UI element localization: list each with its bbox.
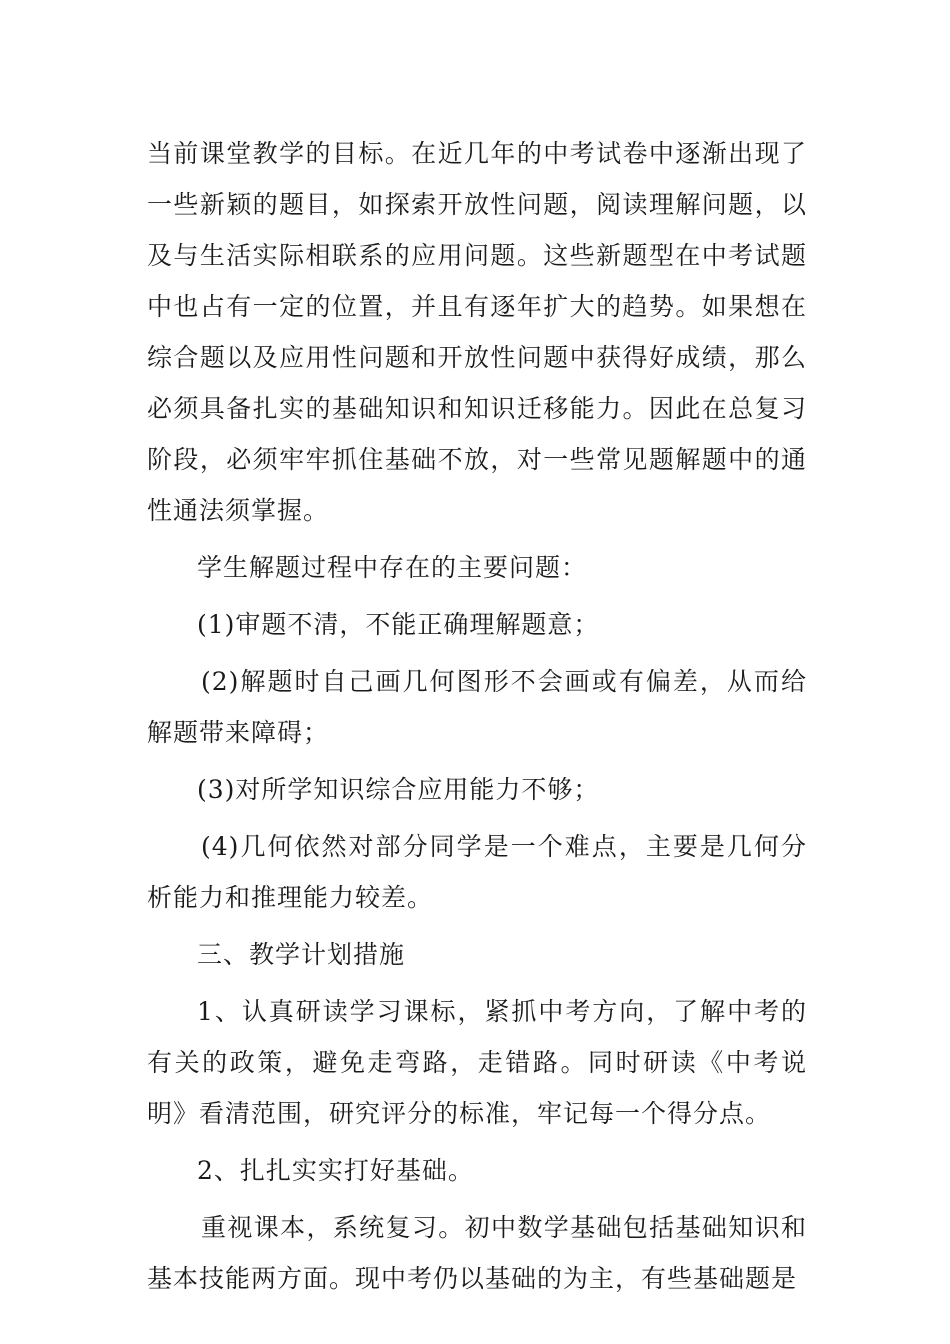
section-heading-measures: 三、教学计划措施 [197,940,406,969]
paragraph-measure-2: 2、扎扎实实打好基础。 [197,1156,474,1185]
paragraph-problem-2: (2)解题时自己画几何图形不会画或有偏差，从而给解题带来障碍； [147,667,807,747]
paragraph-measure-1: 1、认真研读学习课标，紧抓中考方向，了解中考的有关的政策，避免走弯路，走错路。同时研读《中考说明》看清范围，研究评分的标准，牢记每一个得分点。 [147,997,807,1128]
paragraph-continuation: 当前课堂教学的目标。在近几年的中考试卷中逐渐出现了一些新颖的题目，如探索开放性问题，阅读理解问题，以及与生活实际相联系的应用问题。这些新题型在中考试题中也占有一定的位置，并且有逐年扩大的趋势。如果想在综合题以及应用性问题和开放性问题中获得好成绩，那么必须具备扎实的基础知识和知识迁移能力。因此在总复习阶段，必须牢牢抓住基础不放，对一些常见题解题中的通性通法须掌握。 [147,139,807,525]
paragraph-problem-3: (3)对所学知识综合应用能力不够； [197,775,600,804]
document-body [147,128,807,1310]
paragraph-problem-4: (4)几何依然对部分同学是一个难点，主要是几何分析能力和推理能力较差。 [147,832,807,912]
paragraph-problems-heading: 学生解题过程中存在的主要问题： [197,553,588,582]
paragraph-problem-1: (1)审题不清，不能正确理解题意； [197,610,600,639]
paragraph-textbook-review: 重视课本，系统复习。初中数学基础包括基础知识和基本技能两方面。现中考仍以基础的为主，有些基础题是 [147,1213,807,1293]
